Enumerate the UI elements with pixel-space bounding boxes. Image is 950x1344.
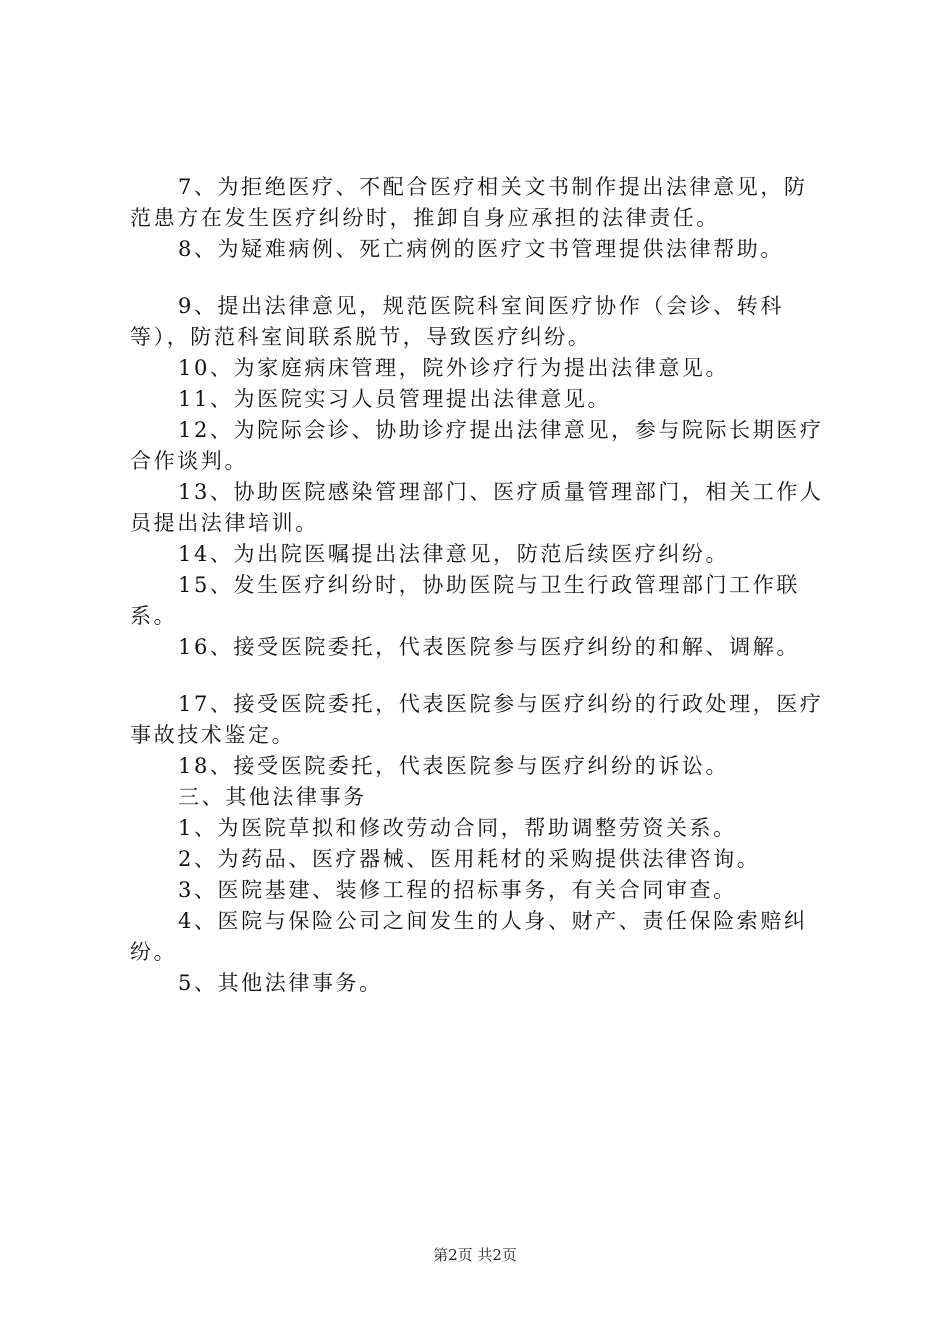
other-item-4: 4、医院与保险公司之间发生的人身、财产、责任保险索赔纠纷。 <box>130 909 808 964</box>
paragraph-11: 11、为医院实习人员管理提出法律意见。 <box>178 387 612 411</box>
section-heading-other-legal-affairs: 三、其他法律事务 <box>178 785 367 809</box>
paragraph-15: 15、发生医疗纠纷时，协助医院与卫生行政管理部门工作联系。 <box>130 573 800 628</box>
paragraph-8: 8、为疑难病例、死亡病例的医疗文书管理提供法律帮助。 <box>178 237 784 261</box>
other-item-3: 3、医院基建、装修工程的招标事务，有关合同审查。 <box>178 878 737 902</box>
paragraph-14: 14、为出院医嘱提出法律意见，防范后续医疗纠纷。 <box>178 542 730 566</box>
other-item-5: 5、其他法律事务。 <box>178 971 383 995</box>
other-item-2: 2、为药品、医疗器械、医用耗材的采购提供法律咨询。 <box>178 847 761 871</box>
page-number-footer: 第2页 共2页 <box>433 1246 517 1264</box>
paragraph-10: 10、为家庭病床管理，院外诊疗行为提出法律意见。 <box>178 356 730 380</box>
paragraph-9: 9、提出法律意见，规范医院科室间医疗协作（会诊、转科等），防范科室间联系脱节，导致医疗纠纷。 <box>130 294 784 349</box>
paragraph-12: 12、为院际会诊、协助诊疗提出法律意见，参与院际长期医疗合作谈判。 <box>130 418 824 473</box>
paragraph-16: 16、接受医院委托，代表医院参与医疗纠纷的和解、调解。 <box>178 635 800 659</box>
document-body <box>130 172 830 999</box>
paragraph-18: 18、接受医院委托，代表医院参与医疗纠纷的诉讼。 <box>178 754 730 778</box>
other-item-1: 1、为医院草拟和修改劳动合同，帮助调整劳资关系。 <box>178 816 737 840</box>
paragraph-7: 7、为拒绝医疗、不配合医疗相关文书制作提出法律意见，防范患方在发生医疗纠纷时，推卸自身应承担的法律责任。 <box>130 175 808 230</box>
paragraph-13: 13、协助医院感染管理部门、医疗质量管理部门，相关工作人员提出法律培训。 <box>130 480 824 535</box>
paragraph-17: 17、接受医院委托，代表医院参与医疗纠纷的行政处理，医疗事故技术鉴定。 <box>130 692 824 747</box>
